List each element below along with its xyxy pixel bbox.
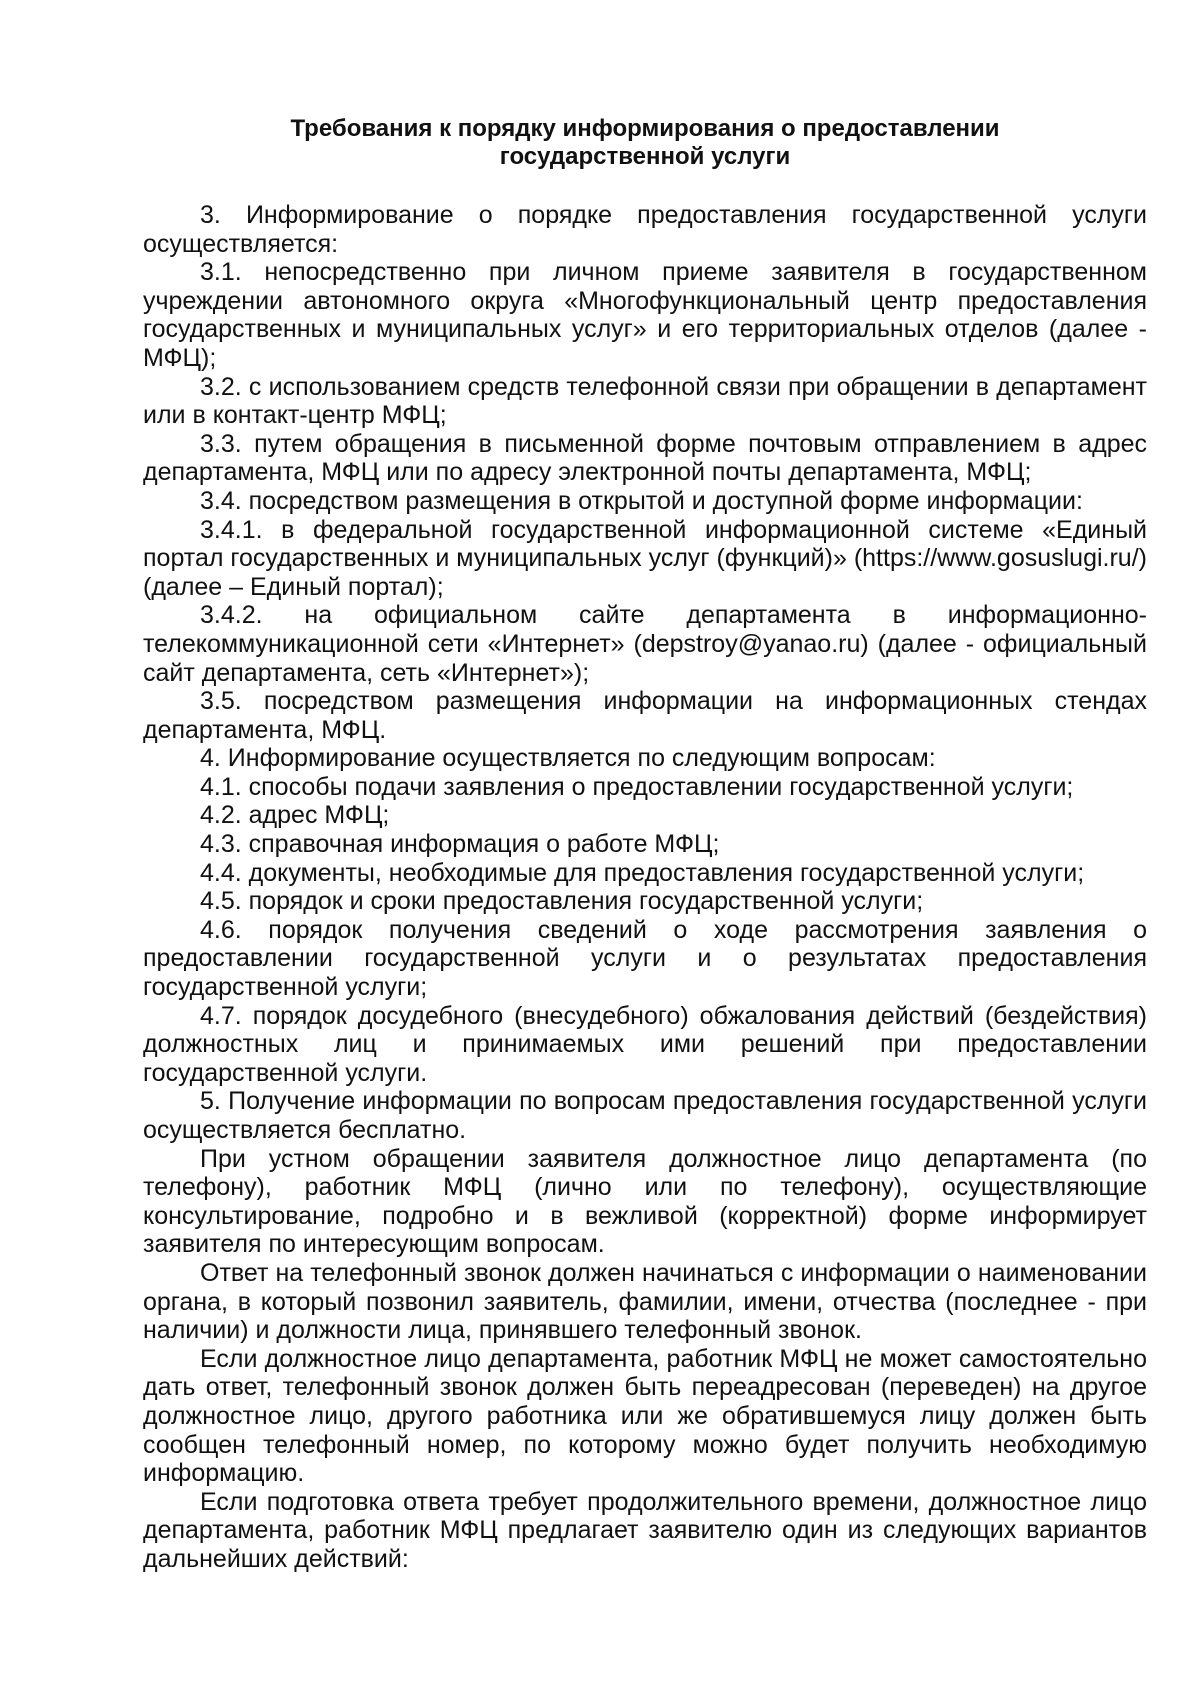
paragraph-4-1: 4.1. способы подачи заявления о предоставлении государственной услуги; [200,772,1074,801]
title-line: государственной услуги [499,143,791,170]
document-content [143,115,1147,1574]
paragraph-oral-request: При устном обращении заявителя должностное лицо департамента (по телефону), работник МФЦ (лично или по телефону), осуществляющие консультирование, подробно и в вежливой (корректной) форме информирует заявителя по интересующим вопросам. [143,1144,1147,1259]
paragraph-3: 3. Информирование о порядке предоставления государственной услуги осуществляется: [143,201,1147,258]
paragraph-3-4: 3.4. посредством размещения в открытой и доступной форме информации: [200,486,1083,515]
paragraph-3-4-1: 3.4.1. в федеральной государственной информационной системе «Единый портал государственных и муниципальных услуг (функций)» (https://www.gosuslugi.ru/) (далее – Единый портал); [143,515,1147,601]
paragraph-3-4-2: 3.4.2. на официальном сайте департамента в информационно-телекоммуникационной сети «Интернет» (depstroy@yanao.ru) (далее - официальный сайт департамента, сеть «Интернет»); [143,601,1147,687]
paragraph-3-5: 3.5. посредством размещения информации на информационных стендах департамента, МФЦ. [143,687,1147,744]
paragraph-long-preparation: Если подготовка ответа требует продолжительного времени, должностное лицо департамента, работник МФЦ предлагает заявителю один из следующих вариантов дальнейших действий: [143,1487,1147,1573]
paragraph-4-2: 4.2. адрес МФЦ; [200,801,390,830]
document-body [143,201,1147,1574]
paragraph-4-7: 4.7. порядок досудебного (внесудебного) обжалования действий (бездействия) должностных лиц и принимаемых ими решений при предоставлении государственной услуги. [143,1001,1147,1087]
paragraph-4-3: 4.3. справочная информация о работе МФЦ; [200,830,720,859]
paragraph-4: 4. Информирование осуществляется по следующим вопросам: [200,744,936,773]
paragraph-phone-answer: Ответ на телефонный звонок должен начинаться с информации о наименовании органа, в который позвонил заявитель, фамилии, имени, отчества (последнее - при наличии) и должности лица, принявшего телефонный звонок. [143,1258,1147,1345]
paragraph-call-redirect: Если должностное лицо департамента, работник МФЦ не может самостоятельно дать ответ, телефонный звонок должен быть переадресован (переведен) на другое должностное лицо, другого работника или же обратившемуся лицу должен быть сообщен телефонный номер, по которому можно будет получить необходимую информацию. [143,1344,1147,1488]
document-title [143,115,1147,171]
paragraph-3-3: 3.3. путем обращения в письменной форме почтовым отправлением в адрес департамента, МФЦ или по адресу электронной почты департамента, МФЦ; [143,429,1147,487]
paragraph-5: 5. Получение информации по вопросам предоставления государственной услуги осуществляется бесплатно. [143,1087,1147,1144]
paragraph-4-6: 4.6. порядок получения сведений о ходе рассмотрения заявления о предоставлении государственной услуги и о результатах предоставления государственной услуги; [143,915,1147,1002]
paragraph-3-2: 3.2. с использованием средств телефонной связи при обращении в департамент или в контакт-центр МФЦ; [143,372,1147,430]
title-line: Требования к порядку информирования о предоставлении [290,115,1000,142]
paragraph-3-1: 3.1. непосредственно при личном приеме заявителя в государственном учреждении автономного округа «Многофункциональный центр предоставления государственных и муниципальных услуг» и его территориальных отделов (далее - МФЦ); [143,258,1147,372]
paragraph-4-4: 4.4. документы, необходимые для предоставления государственной услуги; [200,858,1085,887]
paragraph-4-5: 4.5. порядок и сроки предоставления государственной услуги; [200,887,924,916]
